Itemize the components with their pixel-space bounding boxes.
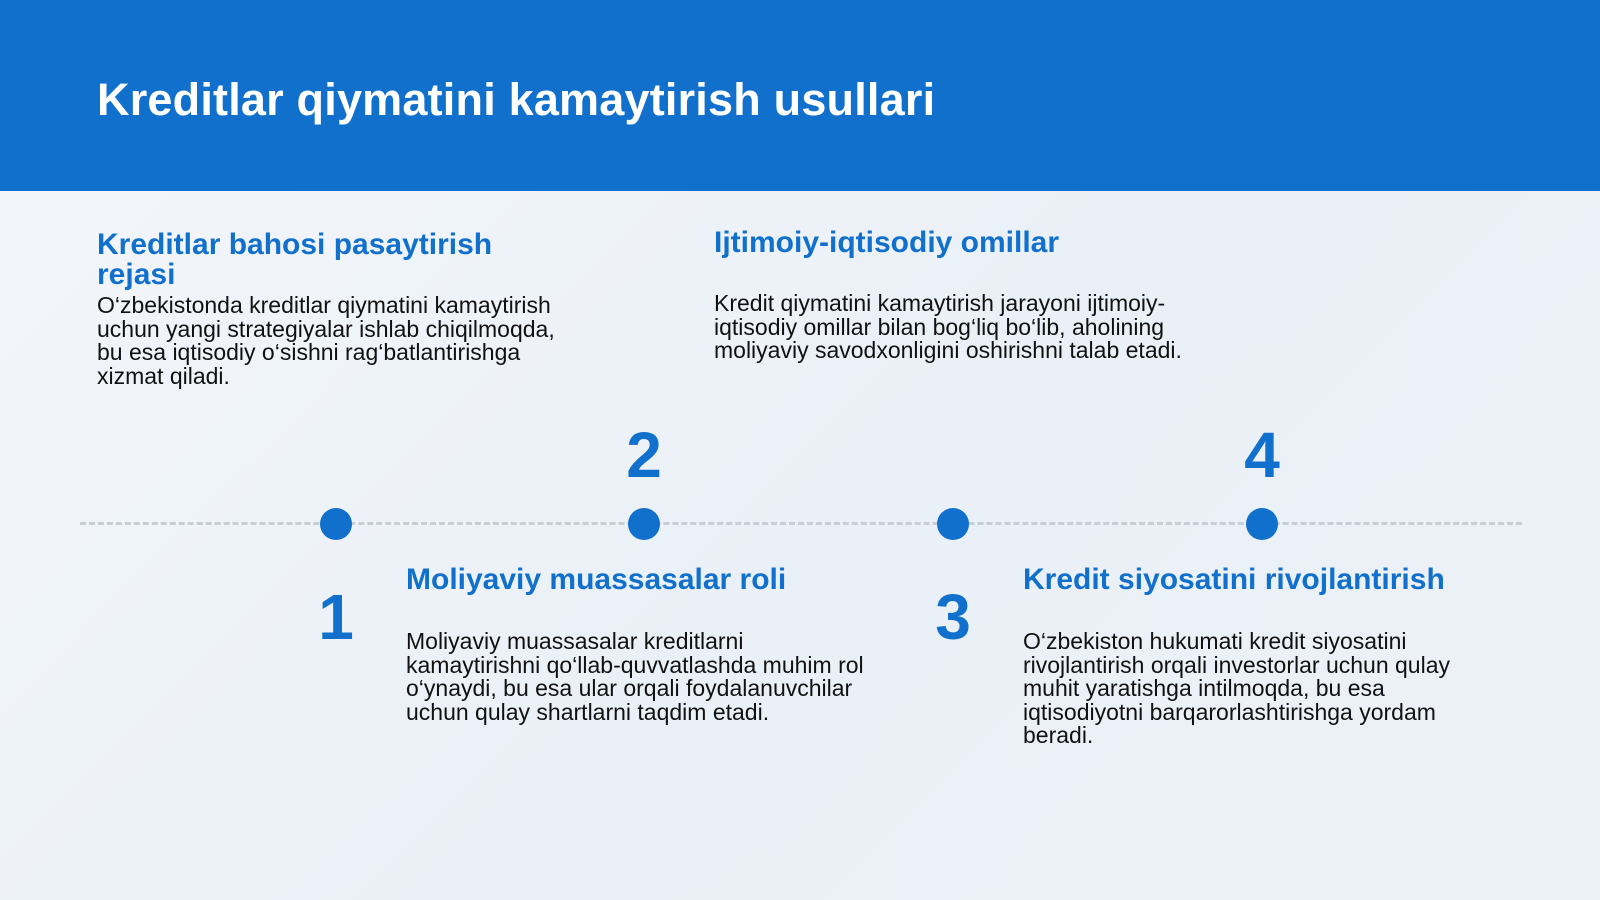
step-4-block: [1023, 565, 1503, 748]
step-3-block: [714, 228, 1234, 363]
header-bar: [0, 0, 1600, 191]
step-number-4: 4: [1244, 419, 1280, 491]
step-1-block: [97, 230, 587, 388]
step-3-text: Kredit qiymatini kamaytirish jarayoni ijtimoiy-iqtisodiy omillar bilan bog‘liq bo‘lib, aholining moliyaviy savodxonligini oshirishni talab etadi.: [714, 290, 1182, 363]
step-4-text: O‘zbekiston hukumati kredit siyosatini rivojlantirish orqali investorlar uchun qulay muhit yaratishga intilmoqda, bu esa iqtisodiyotni barqarorlashtirishga yordam beradi.: [1023, 628, 1450, 748]
step-1-title: Kreditlar bahosi pasaytirish rejasi: [97, 228, 493, 291]
step-1-text: O‘zbekistonda kreditlar qiymatini kamaytirish uchun yangi strategiyalar ishlab chiqilmoqda, bu esa iqtisodiy o‘sishni rag‘batlantirishga xizmat qiladi.: [97, 292, 555, 389]
step-number-2: 2: [626, 419, 662, 491]
timeline-dot-3: [937, 508, 969, 540]
timeline-line: [80, 522, 1522, 525]
step-number-1: 1: [318, 581, 354, 653]
step-2-block: [406, 565, 886, 724]
timeline-dot-4: [1246, 508, 1278, 540]
step-4-title: Kredit siyosatini rivojlantirish: [1023, 563, 1445, 596]
step-2-text: Moliyaviy muassasalar kreditlarni kamaytirishni qo‘llab-quvvatlashda muhim rol o‘ynaydi, bu esa ular orqali foydalanuvchilar uchun qulay shartlarni taqdim etadi.: [406, 628, 864, 725]
timeline-dot-2: [628, 508, 660, 540]
step-3-title: Ijtimoiy-iqtisodiy omillar: [714, 226, 1060, 259]
page-title: Kreditlar qiymatini kamaytirish usullari: [97, 74, 936, 125]
timeline-dot-1: [320, 508, 352, 540]
step-number-3: 3: [935, 581, 971, 653]
step-2-title: Moliyaviy muassasalar roli: [406, 563, 787, 596]
